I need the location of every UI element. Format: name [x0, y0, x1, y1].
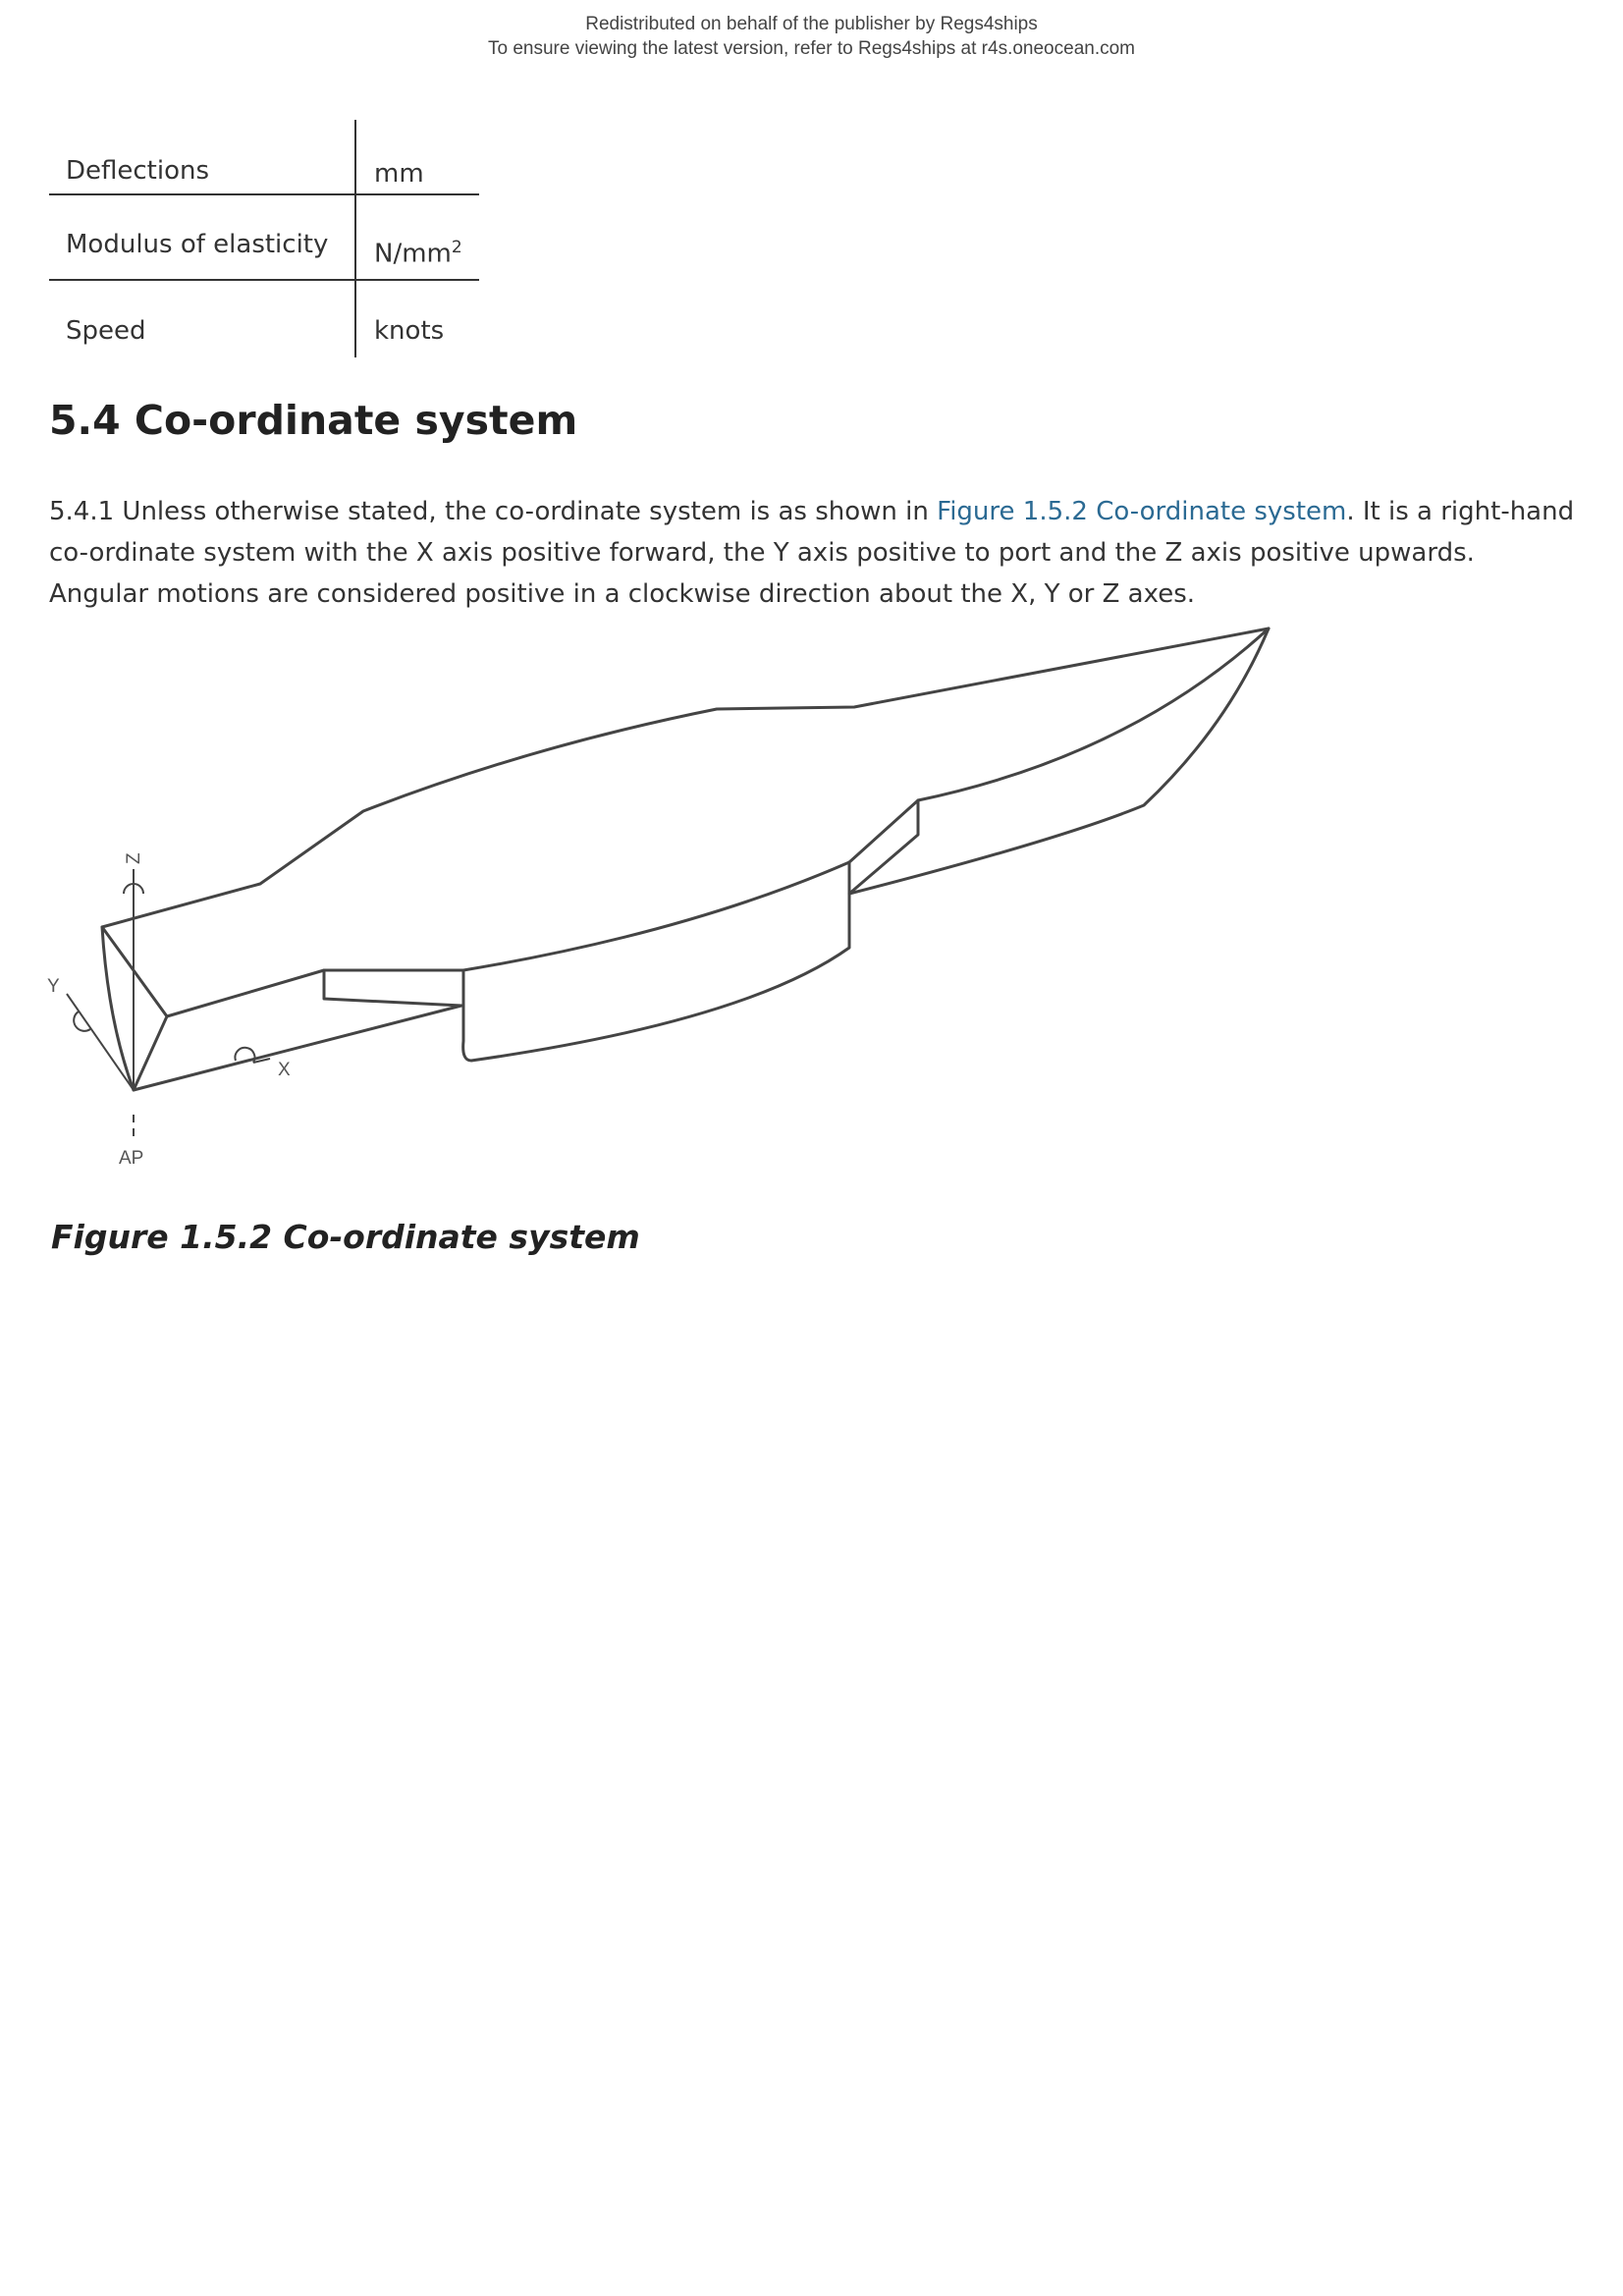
hull-skeg	[324, 970, 461, 1006]
section-heading: 5.4 Co-ordinate system	[49, 397, 578, 444]
z-axis-label: Z	[124, 852, 144, 864]
coordinate-system-figure	[39, 614, 1296, 1164]
y-axis-label: Y	[47, 976, 60, 997]
table-column-divider	[354, 120, 356, 357]
figure-caption: Figure 1.5.2 Co-ordinate system	[51, 1218, 640, 1256]
hull-deck-step	[918, 629, 1269, 800]
quantity-cell: Deflections	[66, 156, 210, 186]
hull-side-main	[463, 862, 849, 1061]
banner-line-2: To ensure viewing the latest version, refer to Regs4ships at r4s.oneocean.com	[487, 38, 1136, 59]
table-row-divider	[49, 193, 479, 195]
ap-label: AP	[119, 1148, 144, 1164]
hull-deck-outline	[102, 629, 1269, 927]
hull-keel-aft	[134, 1006, 461, 1090]
unit-cell: knots	[374, 316, 445, 346]
unit-base: N/mm	[374, 239, 452, 269]
table-row-divider	[49, 279, 479, 281]
unit-superscript: 2	[451, 238, 462, 257]
unit-cell: mm	[374, 159, 424, 189]
x-axis-label: X	[278, 1060, 291, 1080]
redistribution-banner	[0, 12, 1623, 61]
quantity-cell: Speed	[66, 316, 146, 346]
unit-cell	[374, 238, 462, 269]
banner-line-1: Redistributed on behalf of the publisher by Regs4ships	[585, 14, 1038, 34]
quantity-cell: Modulus of elasticity	[66, 230, 329, 259]
hull-side-aft	[167, 970, 463, 1016]
y-axis-line	[67, 994, 134, 1090]
paragraph-suffix: . It is a right-hand co-ordinate system with the X axis positive forward, the Y axis positive to port and the Z axis positive upwards. Angular motions are considered positive in a clockwise direction about the X, Y or Z axes.	[49, 497, 1575, 609]
paragraph-prefix: 5.4.1 Unless otherwise stated, the co-ordinate system is as shown in	[49, 497, 938, 526]
figure-link[interactable]: Figure 1.5.2 Co-ordinate system	[937, 497, 1347, 526]
section-paragraph	[49, 491, 1581, 615]
